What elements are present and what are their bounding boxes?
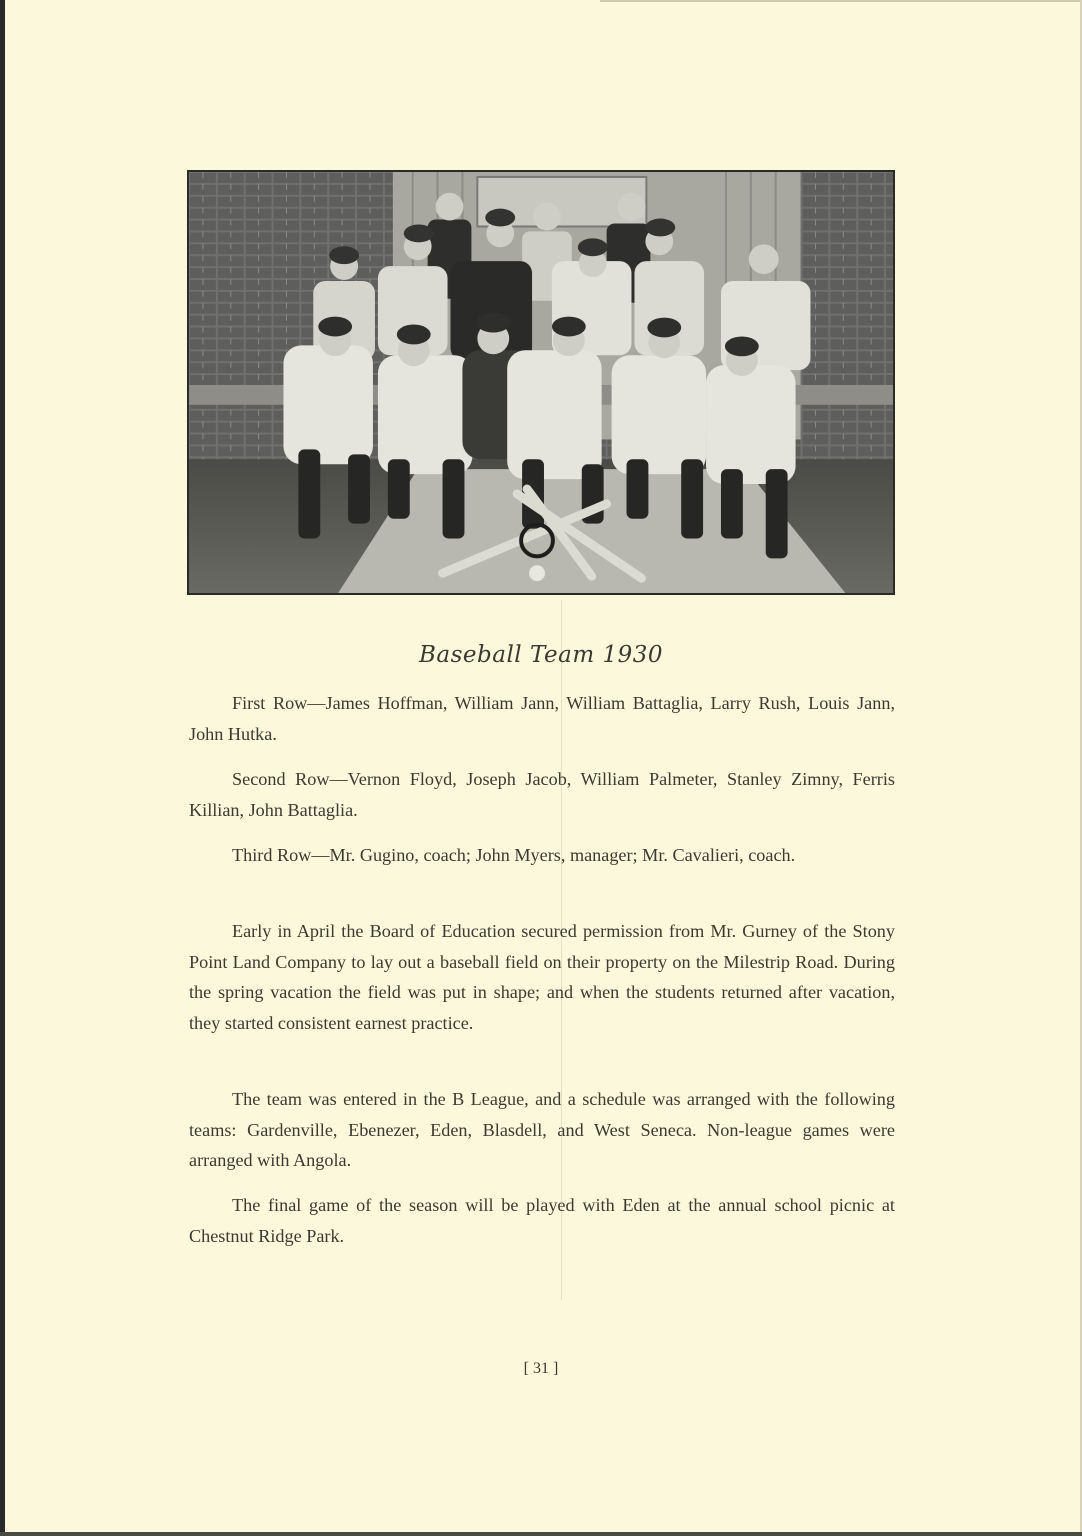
second-row-names [189,764,895,825]
team-photo [187,170,895,595]
paragraph-second-row: Second Row—Vernon Floyd, Joseph Jacob, William Palmeter, Stanley Zimny, Ferris Killian, John Battaglia. [189,769,895,820]
paragraph-first-row: First Row—James Hoffman, William Jann, William Battaglia, Larry Rush, Louis Jann, John Hutka. [189,693,895,744]
page-top-edge [600,0,1082,2]
final-game [189,1190,895,1251]
third-row-names [189,840,895,871]
page-binding-edge [0,0,5,1536]
paragraph-league: The team was entered in the B League, and a schedule was arranged with the following teams: Gardenville, Ebenezer, Eden, Blasdell, and West Seneca. Non-league games were arranged with Angola. [189,1089,895,1170]
field-history [189,916,895,1038]
page-bottom-edge [0,1532,1082,1536]
league-schedule [189,1084,895,1176]
paragraph-field: Early in April the Board of Education secured permission from Mr. Gurney of the Stony Point Land Company to lay out a baseball field on their property on the Milestrip Road. During the spring vacation the field was put in shape; and when the students returned after vacation, they started consistent earnest practice. [189,921,895,1033]
team-photo-illustration [189,172,893,593]
first-row-names [189,688,895,749]
paragraph-final-game: The final game of the season will be played with Eden at the annual school picnic at Chestnut Ridge Park. [189,1195,895,1246]
photo-caption: Baseball Team 1930 [418,642,664,668]
paragraph-third-row: Third Row—Mr. Gugino, coach; John Myers, manager; Mr. Cavalieri, coach. [232,845,796,865]
page-number: [ 31 ] [523,1360,559,1377]
